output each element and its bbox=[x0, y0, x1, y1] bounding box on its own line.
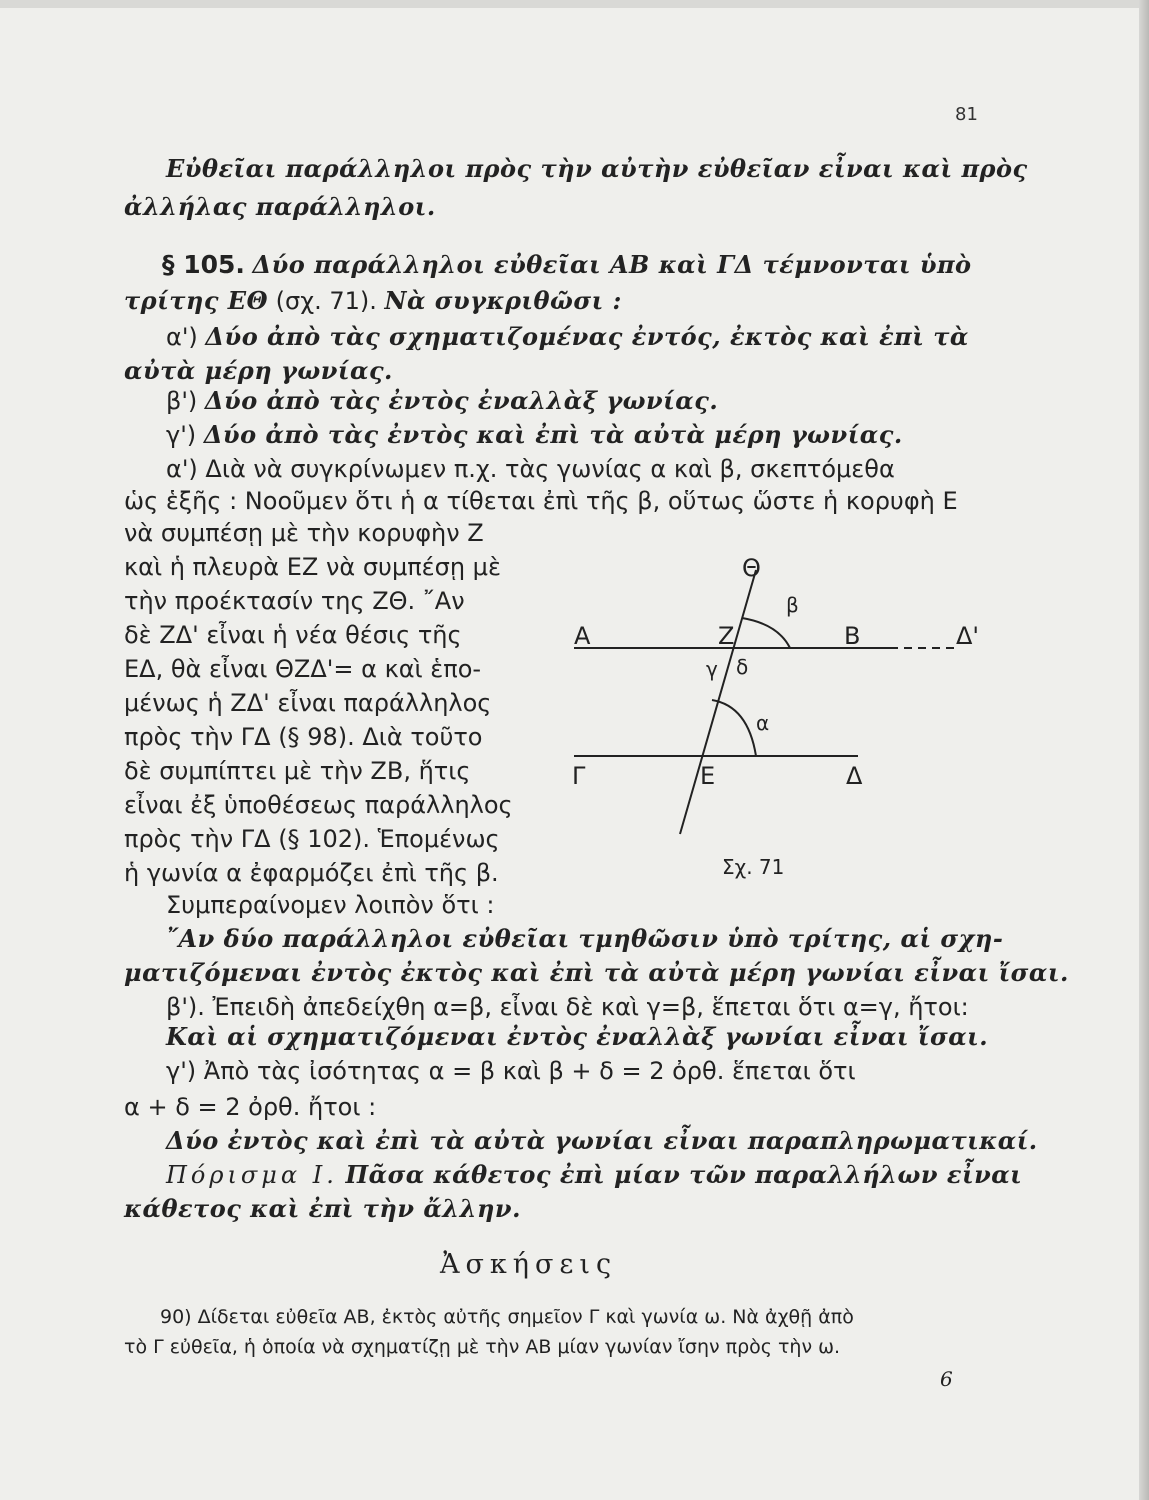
label-Delta: Δ bbox=[846, 762, 863, 790]
proof-line-6: δὲ ΖΔ' εἶναι ἡ νέα θέσις τῆς bbox=[124, 621, 462, 649]
conclusion-intro: Συμπεραίνομεν λοιπὸν ὅτι : bbox=[166, 891, 495, 919]
item-a-cont: αὐτὰ μέρη γωνίας. bbox=[124, 356, 393, 385]
item-a bbox=[166, 320, 969, 354]
item-c bbox=[166, 418, 903, 452]
proof-line-10: δὲ συμπίπτει μὲ τὴν ΖΒ, ἥτις bbox=[124, 757, 471, 785]
proof-line-13: ἡ γωνία α ἐφαρμόζει ἐπὶ τῆς β. bbox=[124, 859, 499, 887]
proof-line-12: πρὸς τὴν ΓΔ (§ 102). Ἑπομένως bbox=[124, 825, 500, 853]
proof-line-7: ΕΔ, θὰ εἶναι ΘΖΔ'= α καὶ ἑπο- bbox=[124, 655, 482, 683]
proof-c-line-2: α + δ = 2 ὀρθ. ἤτοι : bbox=[124, 1093, 377, 1121]
proof-line-2: ὡς ἑξῆς : Νοοῦμεν ὅτι ἡ α τίθεται ἐπὶ τῆς β, οὕτως ὥστε ἡ κορυφὴ Ε bbox=[124, 487, 958, 515]
label-Gamma: Γ bbox=[572, 762, 586, 790]
label-alpha: α bbox=[756, 711, 770, 735]
figure-caption: Σχ. 71 bbox=[722, 855, 785, 879]
angle-beta-arc bbox=[742, 618, 790, 648]
theorem-a-line-1: ῎Αν δύο παράλληλοι εὐθεῖαι τμηθῶσιν ὑπὸ τρίτης, αἱ σχη- bbox=[166, 924, 1004, 953]
figure-71 bbox=[560, 550, 1000, 890]
proof-line-8: μένως ἡ ΖΔ' εἶναι παράλληλος bbox=[124, 689, 492, 717]
proof-b: β'). Ἐπειδὴ ἀπεδείχθη α=β, εἶναι δὲ καὶ γ=β, ἕπεται ὅτι α=γ, ἤτοι: bbox=[166, 993, 969, 1021]
exercise-90-line-2: τὸ Γ εὐθεῖα, ἡ ὁποία νὰ σχηματίζῃ μὲ τὴν ΑΒ μίαν γωνίαν ἴσην πρὸς τὴν ω. bbox=[124, 1336, 841, 1358]
proof-c-line-1: γ') Ἀπὸ τὰς ἰσότητας α = β καὶ β + δ = 2 ὀρθ. ἕπεται ὅτι bbox=[166, 1057, 856, 1085]
section-line-2 bbox=[124, 284, 622, 318]
line-text: Νὰ συγκριθῶσι : bbox=[384, 286, 622, 315]
section-statement: Δύο παράλληλοι εὐθεῖαι ΑΒ καὶ ΓΔ τέμνονται ὑπὸ bbox=[252, 250, 972, 279]
figure-reference: (σχ. 71). bbox=[275, 287, 377, 315]
section-105-line bbox=[162, 248, 972, 282]
item-marker: γ') bbox=[166, 421, 197, 449]
signature-mark: 6 bbox=[940, 1367, 954, 1391]
label-gamma: γ bbox=[706, 657, 718, 681]
theorem-line-1: Εὐθεῖαι παράλληλοι πρὸς τὴν αὐτὴν εὐθεῖαν εἶναι καὶ πρὸς bbox=[166, 154, 1028, 183]
proof-line-11: εἶναι ἐξ ὑποθέσεως παράλληλος bbox=[124, 791, 513, 819]
label-A: Α bbox=[574, 622, 591, 650]
proof-line-4: καὶ ἡ πλευρὰ ΕΖ νὰ συμπέσῃ μὲ bbox=[124, 553, 501, 581]
label-Theta: Θ bbox=[742, 554, 761, 582]
page-number: 81 bbox=[955, 104, 978, 125]
item-text: Δύο ἀπὸ τὰς σχηματιζομένας ἐντός, ἐκτὸς καὶ ἐπὶ τὰ bbox=[205, 322, 969, 351]
item-b bbox=[166, 384, 718, 418]
label-Z: Ζ bbox=[718, 622, 735, 650]
item-text: Δύο ἀπὸ τὰς ἐντὸς ἐναλλὰξ γωνίας. bbox=[204, 386, 719, 415]
exercises-heading: Ἀσκήσεις bbox=[440, 1249, 618, 1280]
item-text: Δύο ἀπὸ τὰς ἐντὸς καὶ ἐπὶ τὰ αὐτὰ μέρη γωνίας. bbox=[203, 420, 903, 449]
theorem-c: Δύο ἐντὸς καὶ ἐπὶ τὰ αὐτὰ γωνίαι εἶναι παραπληρωματικαί. bbox=[166, 1126, 1038, 1155]
theorem-line-2: ἀλλήλας παράλληλοι. bbox=[124, 192, 436, 221]
proof-line-1: α') Διὰ νὰ συγκρίνωμεν π.χ. τὰς γωνίας α καὶ β, σκεπτόμεθα bbox=[166, 455, 895, 483]
corollary-text: Πᾶσα κάθετος ἐπὶ μίαν τῶν παραλλήλων εἶναι bbox=[345, 1160, 1023, 1189]
label-delta: δ bbox=[736, 655, 749, 679]
label-D-prime: Δ' bbox=[956, 622, 980, 650]
angle-alpha-arc bbox=[712, 700, 756, 756]
label-E: Ε bbox=[700, 762, 716, 790]
exercise-90-line-1: 90) Δίδεται εὐθεῖα ΑΒ, ἐκτὸς αὐτῆς σημεῖον Γ καὶ γωνία ω. Νὰ ἀχθῇ ἀπὸ bbox=[160, 1306, 854, 1328]
corollary-line-1 bbox=[166, 1158, 1022, 1192]
corollary-label: Πόρισμα Ι. bbox=[166, 1161, 338, 1189]
proof-line-5: τὴν προέκτασίν της ΖΘ. ῎Αν bbox=[124, 587, 465, 615]
label-beta: β bbox=[786, 593, 799, 617]
proof-line-9: πρὸς τὴν ΓΔ (§ 98). Διὰ τοῦτο bbox=[124, 723, 483, 751]
corollary-line-2: κάθετος καὶ ἐπὶ τὴν ἄλλην. bbox=[124, 1194, 521, 1223]
section-number: § 105. bbox=[162, 250, 245, 279]
item-marker: β') bbox=[166, 387, 198, 415]
theorem-b: Καὶ αἱ σχηματιζόμεναι ἐντὸς ἐναλλὰξ γωνίαι εἶναι ἴσαι. bbox=[166, 1022, 989, 1051]
item-marker: α') bbox=[166, 323, 198, 351]
line-text: τρίτης ΕΘ bbox=[124, 286, 268, 315]
theorem-a-line-2: ματιζόμεναι ἐντὸς ἐκτὸς καὶ ἐπὶ τὰ αὐτὰ μέρη γωνίαι εἶναι ἴσαι. bbox=[124, 958, 1069, 987]
label-B: Β bbox=[844, 622, 861, 650]
proof-line-3: νὰ συμπέσῃ μὲ τὴν κορυφὴν Ζ bbox=[124, 519, 484, 547]
